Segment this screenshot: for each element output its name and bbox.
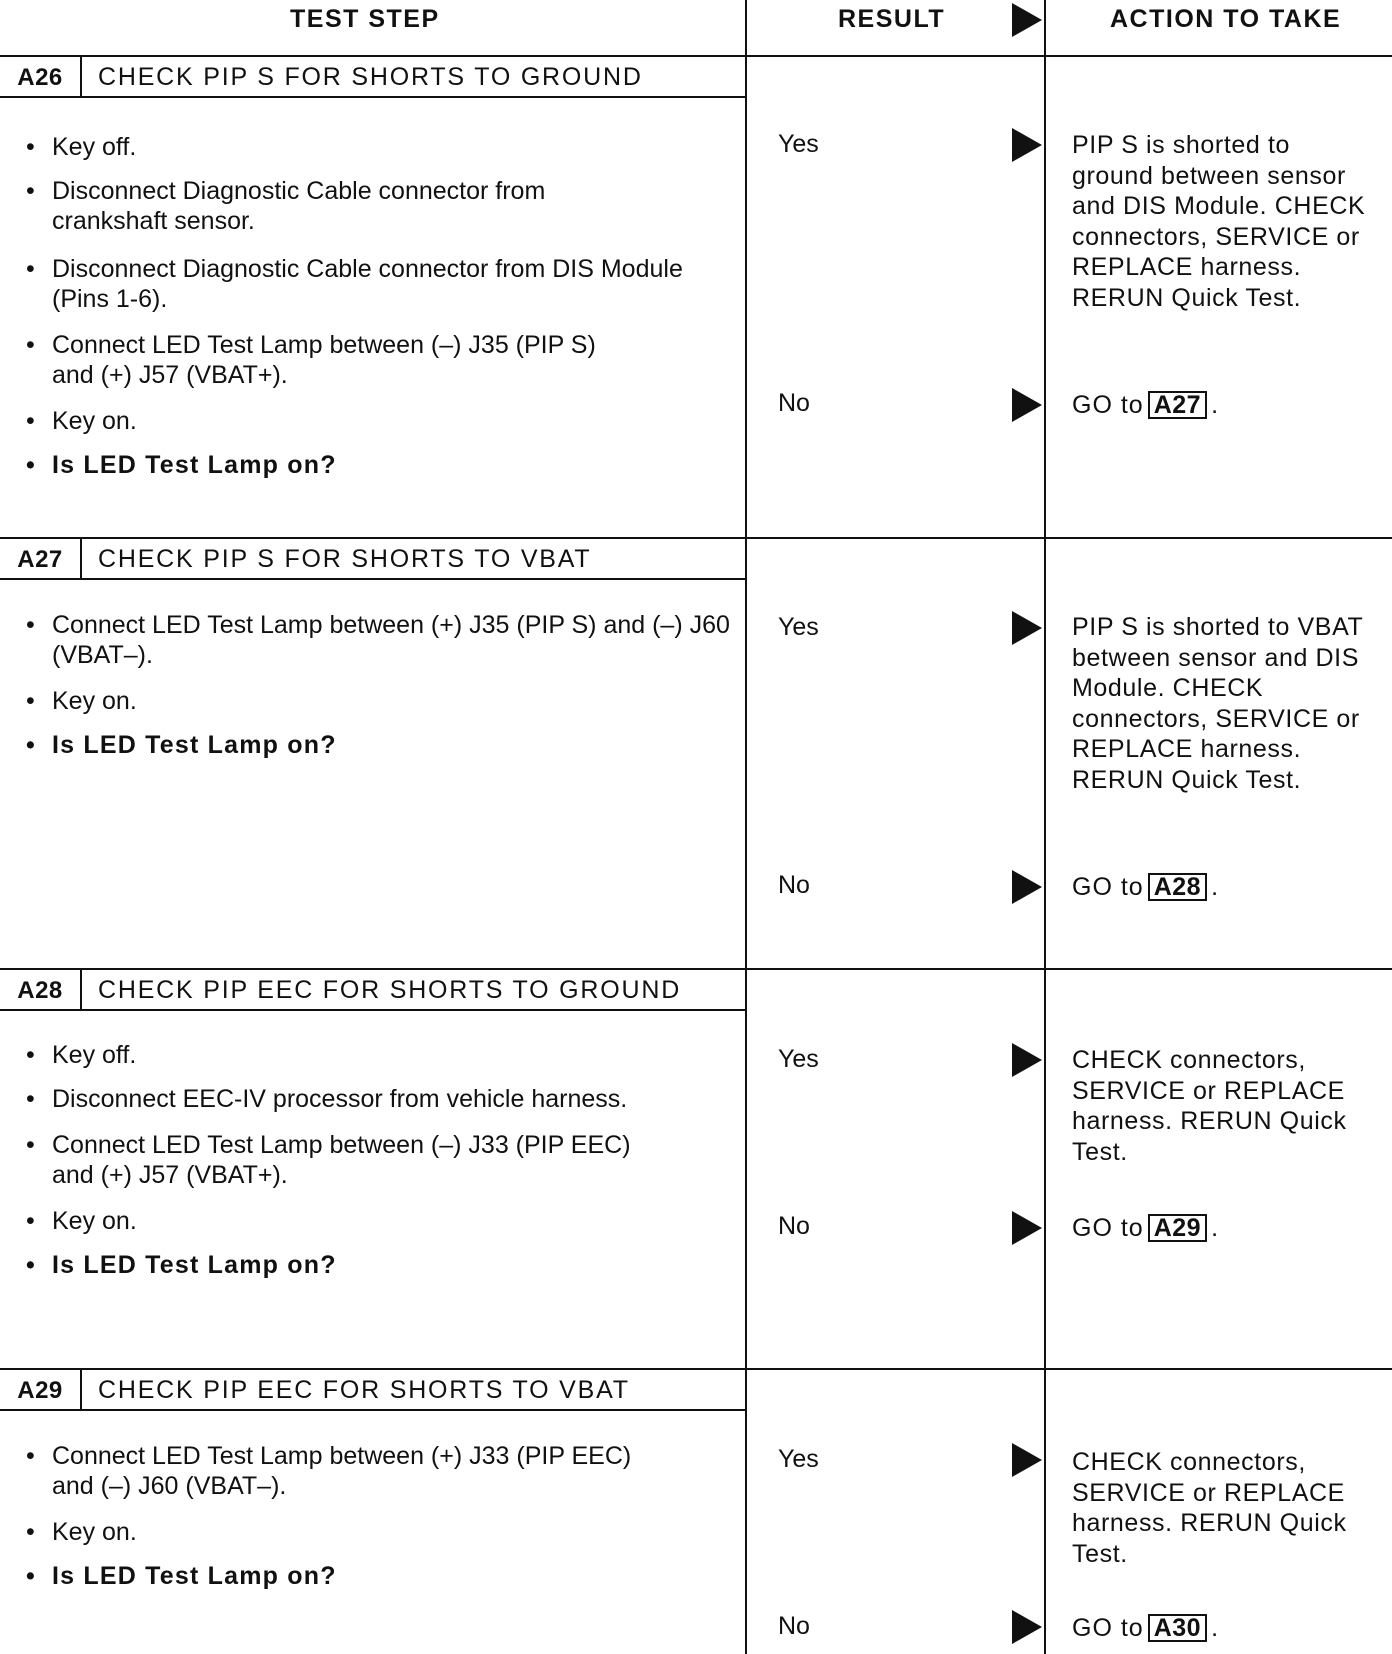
instruction-item: • Connect LED Test Lamp between (–) J35 (PIP S) and (+) J57 (VBAT+).	[20, 330, 642, 390]
result-arrow-icon	[1012, 1443, 1042, 1477]
result-no-label: No	[778, 389, 810, 417]
result-arrow-icon	[1012, 128, 1042, 162]
result-yes-label: Yes	[778, 130, 819, 158]
header-action-to-take: ACTION TO TAKE	[1110, 5, 1342, 33]
step-title: CHECK PIP EEC FOR SHORTS TO GROUND	[98, 976, 682, 1004]
result-arrow-icon	[1012, 611, 1042, 645]
goto-period: .	[1211, 391, 1220, 419]
goto-period: .	[1211, 873, 1220, 901]
goto-period: .	[1211, 1614, 1220, 1642]
step-title-rule	[0, 96, 745, 98]
result-yes-label: Yes	[778, 1045, 819, 1073]
step-title-rule	[0, 578, 745, 580]
instruction-question: • Is LED Test Lamp on?	[20, 1561, 710, 1591]
result-arrow-icon	[1012, 1043, 1042, 1077]
action-yes-text: PIP S is shorted to ground between sensor and DIS Module. CHECK connectors, SERVICE or REPLACE harness. RERUN Quick Test.	[1072, 131, 1366, 312]
step-instructions	[20, 1040, 710, 1280]
goto-text: GO to	[1072, 1614, 1144, 1642]
header-result: RESULT	[838, 5, 946, 33]
step-title: CHECK PIP EEC FOR SHORTS TO VBAT	[98, 1376, 630, 1404]
result-yes-label: Yes	[778, 613, 819, 641]
instruction-item: • Key on.	[20, 1517, 710, 1547]
goto-period: .	[1211, 1214, 1220, 1242]
action-no-goto	[1072, 1613, 1219, 1643]
result-no-label: No	[778, 1612, 810, 1640]
action-no-goto	[1072, 390, 1219, 420]
step-title-rule	[0, 1409, 745, 1411]
result-arrow-icon	[1012, 870, 1042, 904]
step-code: A26	[0, 57, 82, 98]
result-arrow-icon	[1012, 1211, 1042, 1245]
result-arrow-icon	[1012, 388, 1042, 422]
goto-step-ref[interactable]: A30	[1148, 1614, 1207, 1642]
instruction-item: • Key on.	[20, 406, 710, 436]
instruction-item: • Disconnect Diagnostic Cable connector from DIS Module (Pins 1-6).	[20, 254, 692, 314]
goto-text: GO to	[1072, 1214, 1144, 1242]
instruction-item: • Key off.	[20, 132, 710, 162]
instruction-question: • Is LED Test Lamp on?	[20, 730, 710, 760]
step-instructions	[20, 610, 730, 760]
header-arrow-icon	[1012, 3, 1042, 37]
result-no-label: No	[778, 871, 810, 899]
goto-text: GO to	[1072, 873, 1144, 901]
action-yes-text: CHECK connectors, SERVICE or REPLACE harness. RERUN Quick Test.	[1072, 1046, 1347, 1166]
action-no-goto	[1072, 1213, 1219, 1243]
step-title: CHECK PIP S FOR SHORTS TO VBAT	[98, 545, 592, 573]
instruction-item: • Connect LED Test Lamp between (+) J35 (PIP S) and (–) J60 (VBAT–).	[20, 610, 742, 670]
goto-step-ref[interactable]: A29	[1148, 1214, 1207, 1242]
step-code: A28	[0, 970, 82, 1011]
goto-text: GO to	[1072, 391, 1144, 419]
action-yes-text: PIP S is shorted to VBAT between sensor and DIS Module. CHECK connectors, SERVICE or REPLACE harness. RERUN Quick Test.	[1072, 613, 1363, 794]
step-title: CHECK PIP S FOR SHORTS TO GROUND	[98, 63, 643, 91]
result-arrow-icon	[1012, 1610, 1042, 1644]
step-instructions	[20, 132, 710, 480]
step-instructions	[20, 1441, 710, 1591]
goto-step-ref[interactable]: A27	[1148, 391, 1207, 419]
goto-step-ref[interactable]: A28	[1148, 873, 1207, 901]
action-yes-text: CHECK connectors, SERVICE or REPLACE harness. RERUN Quick Test.	[1072, 1448, 1347, 1568]
step-code: A29	[0, 1370, 82, 1411]
action-no-goto	[1072, 872, 1219, 902]
result-no-label: No	[778, 1212, 810, 1240]
instruction-item: • Connect LED Test Lamp between (+) J33 (PIP EEC) and (–) J60 (VBAT–).	[20, 1441, 642, 1501]
instruction-item: • Disconnect EEC-IV processor from vehicle harness.	[20, 1084, 652, 1114]
step-title-rule	[0, 1009, 745, 1011]
instruction-question: • Is LED Test Lamp on?	[20, 450, 710, 480]
instruction-item: • Key off.	[20, 1040, 710, 1070]
instruction-item: • Disconnect Diagnostic Cable connector from crankshaft sensor.	[20, 176, 652, 236]
column-divider-action	[1044, 0, 1046, 1654]
column-divider-result	[745, 0, 747, 1654]
instruction-item: • Key on.	[20, 1206, 710, 1236]
instruction-question: • Is LED Test Lamp on?	[20, 1250, 710, 1280]
step-code: A27	[0, 539, 82, 580]
result-yes-label: Yes	[778, 1445, 819, 1473]
instruction-item: • Key on.	[20, 686, 710, 716]
header-test-step: TEST STEP	[290, 5, 440, 33]
instruction-item: • Connect LED Test Lamp between (–) J33 (PIP EEC) and (+) J57 (VBAT+).	[20, 1130, 642, 1190]
